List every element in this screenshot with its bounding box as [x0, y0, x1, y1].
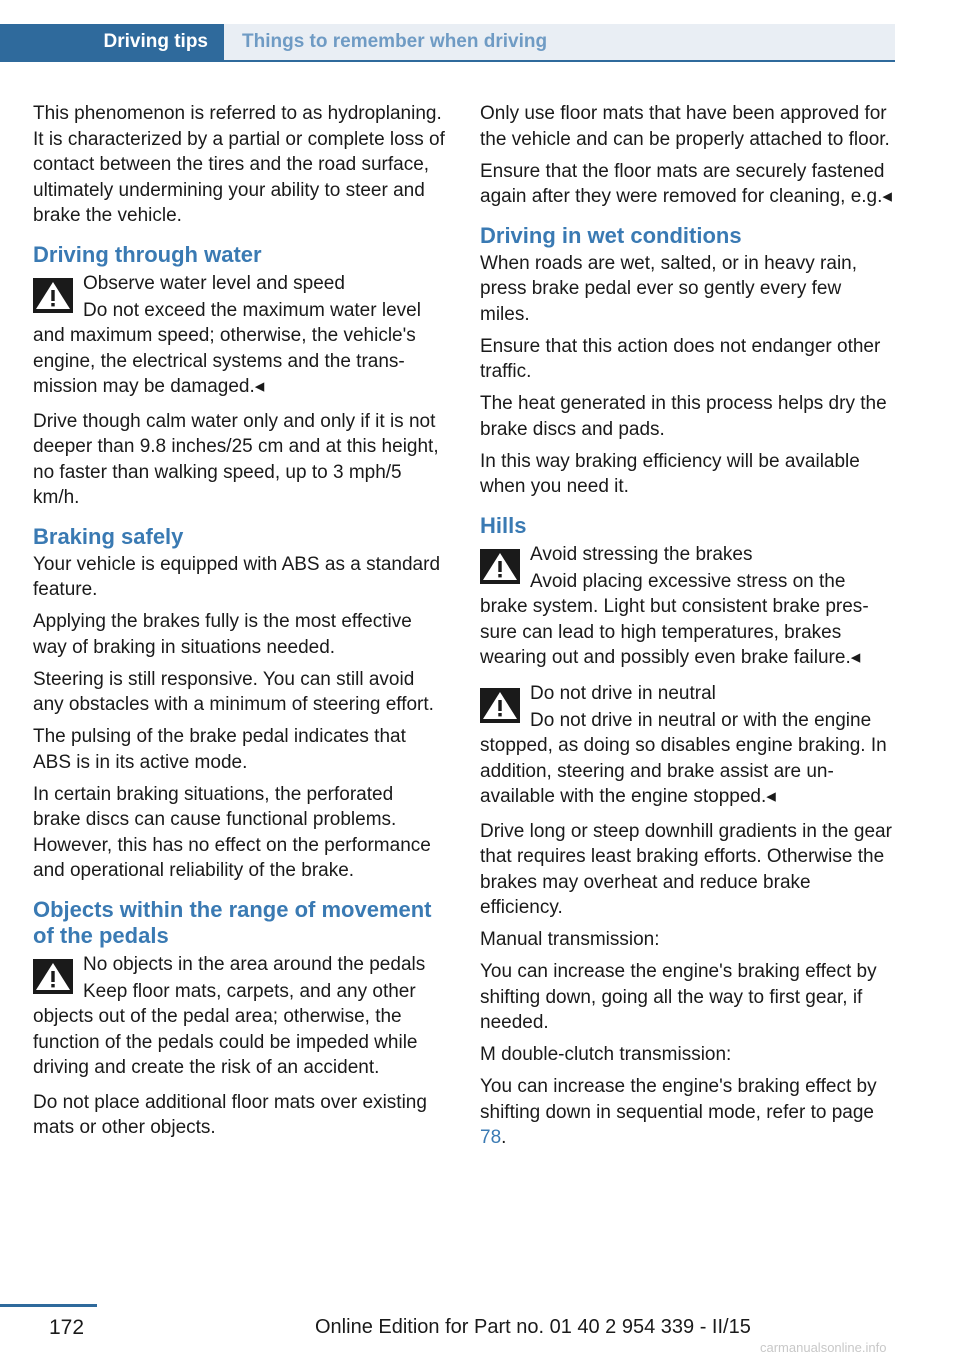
paragraph: The pulsing of the brake pedal indicates that ABS is in its active mode.	[33, 726, 406, 773]
heading-hills: Hills	[480, 512, 527, 538]
paragraph: M double-clutch transmission:	[480, 1044, 732, 1065]
heading-braking-safely: Braking safely	[33, 523, 184, 549]
footer-rule	[0, 1304, 97, 1307]
paragraph: Manual transmission:	[480, 929, 660, 950]
paragraph: When roads are wet, salted, or in heavy rain, press brake pedal ever so gently every few miles.	[480, 252, 858, 325]
heading-wet-conditions: Driving in wet conditions	[480, 222, 742, 248]
warning-block	[480, 541, 895, 671]
warning-body: Do not drive in neutral or with the engine stopped, as doing so disables engine braking. In addition, steering and brake assist are unavailable with the engine stopped.◂	[480, 709, 887, 807]
warning-triangle-icon	[33, 278, 73, 313]
subsection-tab: Things to remember when driving	[224, 24, 895, 60]
paragraph: Drive though calm water only and only if it is not deeper than 9.8 inches/25 cm and at this height, no faster than walking speed, up to 3 mph/5 km/h.	[33, 410, 439, 508]
paragraph: Your vehicle is equipped with ABS as a standard feature.	[33, 553, 441, 600]
watermark: carmanualsonline.info	[760, 1340, 887, 1355]
paragraph: You can increase the engine's braking effect by shifting down, going all the way to first gear, if needed.	[480, 961, 877, 1033]
paragraph: In this way braking efficiency will be available when you need it.	[480, 450, 860, 497]
warning-block	[33, 951, 445, 1081]
paragraph: Ensure that the floor mats are securely fastened again after they were removed for cleaning, e.g.◂	[480, 160, 892, 207]
warning-triangle-icon	[480, 549, 520, 584]
paragraph: The heat generated in this process helps dry the brake discs and pads.	[480, 393, 887, 440]
heading-driving-through-water: Driving through water	[33, 241, 262, 267]
warning-triangle-icon	[33, 959, 73, 994]
paragraph: Only use floor mats that have been approved for the vehicle and can be properly attached to floor.	[480, 103, 890, 150]
warning-body: Keep floor mats, carpets, and any other objects out of the pedal area; otherwise, the function of the pedals could be impeded while driving and create the risk of an accident.	[33, 980, 418, 1078]
edition-note: Online Edition for Part no. 01 40 2 954 339 - II/15	[315, 1316, 751, 1338]
warning-title: Avoid stressing the brakes	[530, 543, 753, 565]
paragraph: Applying the brakes fully is the most effective way of braking in situations needed.	[33, 611, 412, 658]
warning-title: Do not drive in neutral	[530, 682, 716, 704]
left-column	[33, 101, 445, 1147]
paragraph: You can increase the engine's braking effect by shifting down in sequential mode, refer to page 78.	[480, 1076, 877, 1148]
page-number: 172	[49, 1316, 85, 1339]
paragraph: In certain braking situations, the perforated brake discs can cause functional problems. However, this has no effect on the performance and operational reliability of the brake.	[33, 783, 431, 881]
paragraph: Steering is still responsive. You can still avoid any obstacles with a minimum of steering effort.	[33, 668, 434, 715]
warning-block	[480, 680, 895, 810]
warning-block	[33, 270, 445, 400]
paragraph: Ensure that this action does not endanger other traffic.	[480, 335, 881, 382]
page-header	[0, 24, 895, 62]
header-rule	[0, 60, 895, 62]
warning-body: Do not exceed the maximum water level and maximum speed; otherwise, the vehicle's engine, the electrical systems and the transmission may be damaged.◂	[33, 299, 421, 397]
page-reference-link[interactable]: 78	[480, 1127, 502, 1148]
section-tab: Driving tips	[0, 24, 224, 60]
warning-body: Avoid placing excessive stress on the brake system. Light but consistent brake pressure can lead to high temperatures, brakes wearing out and possibly even brake failure.◂	[480, 570, 869, 668]
paragraph: Drive long or steep downhill gradients in the gear that requires least braking efforts. Otherwise the brakes may overheat and reduce brake efficiency.	[480, 820, 892, 918]
heading-objects-pedals: Objects within the range of movement of the pedals	[33, 896, 432, 948]
right-column	[480, 101, 895, 1157]
warning-triangle-icon	[480, 688, 520, 723]
warning-title: No objects in the area around the pedals	[83, 953, 426, 975]
paragraph: This phenomenon is referred to as hydroplaning. It is characterized by a partial or complete loss of contact between the tires and the road surface, ultimately undermining your ability to steer and brake the vehicle.	[33, 103, 445, 226]
warning-title: Observe water level and speed	[83, 272, 345, 294]
paragraph: Do not place additional floor mats over existing mats or other objects.	[33, 1091, 427, 1138]
